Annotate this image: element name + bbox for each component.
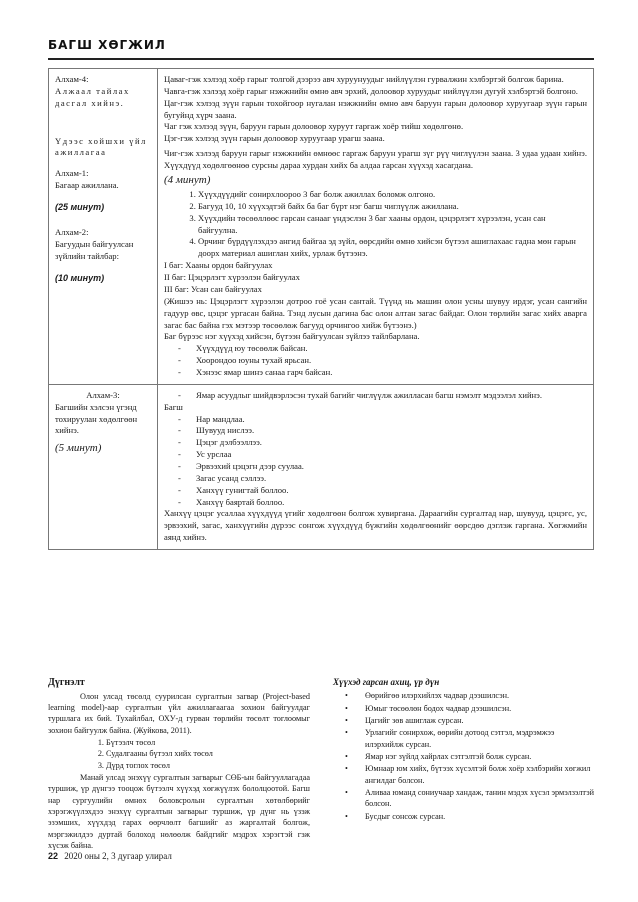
gesture-tsavag: Цаваг-гэж хэлээд хоёр гарыг толгой дээрээ авч хуруунуудыг нийлүүлэн гурвалжин хэлбэртэй болгож барина.	[164, 74, 564, 84]
row2-right-cell	[158, 384, 594, 549]
step3-desc: Багшийн хэлсэн үгэнд тохируулан хөдөлгөөн хийнэ.	[55, 401, 138, 436]
step2-label: Алхам-2:	[55, 227, 89, 238]
reflection-list	[164, 343, 587, 379]
list-item: • Аливаа юманд сониучаар хандаж, танин мэдэх хүсэл эрмэлзэлтэй болсон.	[355, 787, 595, 810]
list-item: 3. Дүрд тоглох төсөл	[106, 760, 310, 771]
closing-text: Ханхүү цэцэг усаллаа хүүхдүүд үгийг хөдөлгөөн болгож хувиргана. Дараагийн сургалтад нар, шувууд, цэцэгс, ус, эрвээхий, загас, ханхүүгийн дүрээс сонгож хүүхдүүд бүжгийн хөдөлгөөнийг өөрсдөө дэглэж гаргана. Хөгжмийн аянд хийнэ.	[164, 508, 587, 543]
list-item: - Ус урслаа	[178, 449, 587, 461]
list-item: - Цэцэг дэлбээллээ.	[178, 437, 587, 449]
step1-block	[55, 168, 151, 192]
list-item: - Загас усанд сэллээ.	[178, 473, 587, 485]
list-item: - Ямар асуудлыг шийдвэрлэсэн тухай багийг чиглүүлж ажилласан багш нэмэлт мэдээлэл хийнэ.	[178, 390, 587, 402]
step4-block	[55, 74, 151, 110]
list-item: • Юмнаар юм хийх, бүтээх хүсэлтэй болж хоёр хэлбэрийн хөгжил ангилдаг болсон.	[355, 763, 595, 786]
conclusion-paragraph-1: Олон улсад төсөлд суурилсан сургалтын загвар (Project-based learning model)-аар сургалтын үйл ажиллагаагаа зохион байгуулдаг туршлага их бий. Тухайлбал, ОХУ-д гурван төрлийн төсөлт тоглоомыг зохион байгуулж байна. (Жуйкова, 2011).	[48, 691, 310, 735]
page-header	[48, 38, 594, 60]
row2-left-cell	[49, 384, 158, 549]
row1-left-cell	[49, 69, 158, 385]
list-item: - Хэнээс ямар шинэ санаа гарч байсан.	[178, 367, 587, 379]
list-item: 4. Орчинг бүрдүүлэхдээ ангид байгаа эд зүйл, өөрсдийн өмнө хийсэн бүтээл ашиглахаас гадна мөн гарын доорх материал ашиглан хийх, урлаж бүтээнэ.	[198, 236, 587, 260]
team-3: III баг: Усан сан байгуулах	[164, 283, 262, 294]
movement-list	[164, 414, 587, 509]
list-item: - Хоорондоо юуны тухай ярьсан.	[178, 355, 587, 367]
step4-desc: Алжаал тайлах дасгал хийнэ.	[55, 85, 130, 108]
list-item: 1. Бүтээлч төсөл	[106, 737, 310, 748]
list-item: 2. Судалгааны бүтээл хийх төсөл	[106, 748, 310, 759]
section-title: БАГШ ХӨГЖИЛ	[48, 38, 166, 52]
results-list	[333, 690, 595, 821]
list-item: • Ямар нэг зүйлд хайрлах сэтгэлтэй болж сурсан.	[355, 751, 595, 762]
results-column	[333, 676, 595, 823]
list-item: - Ханхүү гунигтай боллоо.	[178, 485, 587, 497]
table-row	[49, 384, 594, 549]
conclusion-column	[48, 676, 310, 851]
step2-desc: Багуудын байгуулсан зүйлийн тайлбар:	[55, 239, 134, 262]
list-item: 2. Багууд 10, 10 хүүхэдтэй байх ба баг бүрт нэг багш чиглүүлж ажиллана.	[198, 201, 587, 213]
team-2: II баг: Цэцэрлэгт хүрээлэн байгуулах	[164, 272, 300, 283]
list-item: 3. Хүүхдийн төсөөллөөс гарсан санааг үндэслэн 3 баг хааны ордон, цэцэрлэгт хүрээлэн, усан сан байгуулна.	[198, 213, 587, 237]
gesture-tsag: Цаг-гэж хэлээд зүүн гарын тохойгоор нугалан нэжжнийн өмнө авч баруун гарын долоовор хуруугаар зүүн гарын бугуйнд хүрч заана.	[164, 97, 587, 120]
time-25: (25 минут)	[55, 202, 105, 213]
time-5: (5 минут)	[55, 442, 102, 455]
step2-block	[55, 227, 151, 263]
gesture-chag: Чаг гэж хэлээд зүүн, баруун гарын долоовор хуруут гаргаж хоёр тийш хөдөлгөнө.	[164, 121, 464, 132]
header-rule	[48, 58, 594, 60]
step1-label: Алхам-1:	[55, 168, 89, 179]
step4-label: Алхам-4:	[55, 74, 89, 84]
table-row	[49, 69, 594, 385]
list-item: 1. Хүүхдүүдийг сонирхлоороо 3 баг болж ажиллах боломж олгоно.	[198, 189, 587, 201]
conclusion-title: Дүгнэлт	[48, 677, 85, 688]
list-item: • Урлагийг сонирхож, өөрийн дотоод сэтгэл, мэдрэмжээ илэрхийлж сурсан.	[355, 727, 595, 750]
list-item: • Цагийг зөв ашиглаж сурсан.	[355, 715, 595, 726]
gesture-chavga: Чавга-гэж хэлээд хоёр гарыг нэжжнийн өмнө авч эрхий, долоовор хуруудыг нийлүүлэн дугуй хэлбэртэй болгоно.	[164, 85, 578, 96]
gesture-tseg: Цэг-гэж хэлээд зүүн гарын долоовор хуруугаар урагш заана.	[164, 133, 385, 144]
row1-right-cell	[158, 69, 594, 385]
team-1: I баг: Хааны ордон байгуулах	[164, 260, 273, 271]
afternoon-label: Үдээс хойшхи үйл ажиллагаа	[55, 135, 147, 158]
conclusion-paragraph-2: Манай улсад энэхүү сургалтын загварыг СӨБ-ын байгууллагадаа туршиж, үр дүнгээ тооцож бүтээлч хүүхэд хөгжүүлэх бололцоотой. Багш нар сургуулийн өмнөх боловсролын сургалтын хөтөлбөрийг хэрэгжүүлэхдээ энэхүү сургалтын загварыг туршиж, үр дүнг нь үзэж эзэмших, хүүхдэд гарах өөрчлөлт багшийг аз жаргалтай болгож, мэргэжилдээ дуртай болоход нөлөөлж байдгийг мэдрэх хэрэгтэй гэж хүсэж байна.	[48, 772, 310, 850]
list-item: - Шувууд нислээ.	[178, 425, 587, 437]
list-item: • Бусдыг сонсож сурсан.	[355, 811, 595, 822]
lesson-table	[48, 68, 594, 550]
group-steps-list	[164, 189, 587, 260]
list-item: - Эрвээхий цэцэгн дээр суулаа.	[178, 461, 587, 473]
project-types-list	[48, 737, 310, 771]
results-title: Хүүхэд гарсан ахиц, үр дүн	[333, 677, 440, 687]
example-note: (Жишээ нь: Цэцэрлэгт хүрээлэн дотроо гоё усан сантай. Түүнд нь машин олон усны шувуу ирдэг, усан сангийн гадуур өвс, цэцэг ургасан байна. Тэнд лусын дагина бас олон алтан загас байдаг. Олон төрлийн загас хийх аварга загас бас байна гэх мэтээр төсөөлөж багууд орчингоо хийж бүтээнэ.)	[164, 295, 587, 330]
summary-text: Баг бүрээс нэг хүүхэд хийсэн, бүтээн байгуулсан зүйлээ тайлбарлана.	[164, 331, 420, 342]
page-footer	[48, 851, 172, 861]
time-10: (10 минут)	[55, 273, 105, 283]
step1-desc: Багаар ажиллана.	[55, 180, 119, 191]
list-item: • Өөрийгөө илэрхийлэх чадвар дээшилсэн.	[355, 690, 595, 701]
teacher-label: Багш	[164, 401, 183, 412]
intro-list	[164, 390, 587, 402]
list-item: - Ханхүү баяртай боллоо.	[178, 497, 587, 509]
page-number: 22	[48, 851, 59, 861]
step3-label: Алхам-3:	[86, 389, 120, 400]
gesture-chig: Чиг-гэж хэлээд баруун гарыг нэжжнийн өмнөөс гаргаж баруун урагш зүг рүү чиглүүлэн заана. 3 удаа удаан хийнэ. Хүүхдүүд хөдөлгөөнөө сурсны дараа хурдан хийх ба алдаа гарсан хүүхэд хасагдана.	[164, 148, 587, 171]
list-item: • Юмыг төсөөлөн бодох чадвар дээшилсэн.	[355, 703, 595, 714]
time-4: (4 минут)	[164, 173, 211, 186]
list-item: - Хүүхдүүд юу төсөөлж байсан.	[178, 343, 587, 355]
issue-label: 2020 оны 2, 3 дугаар улирал	[64, 851, 172, 861]
list-item: - Нар мандлаа.	[178, 414, 587, 426]
